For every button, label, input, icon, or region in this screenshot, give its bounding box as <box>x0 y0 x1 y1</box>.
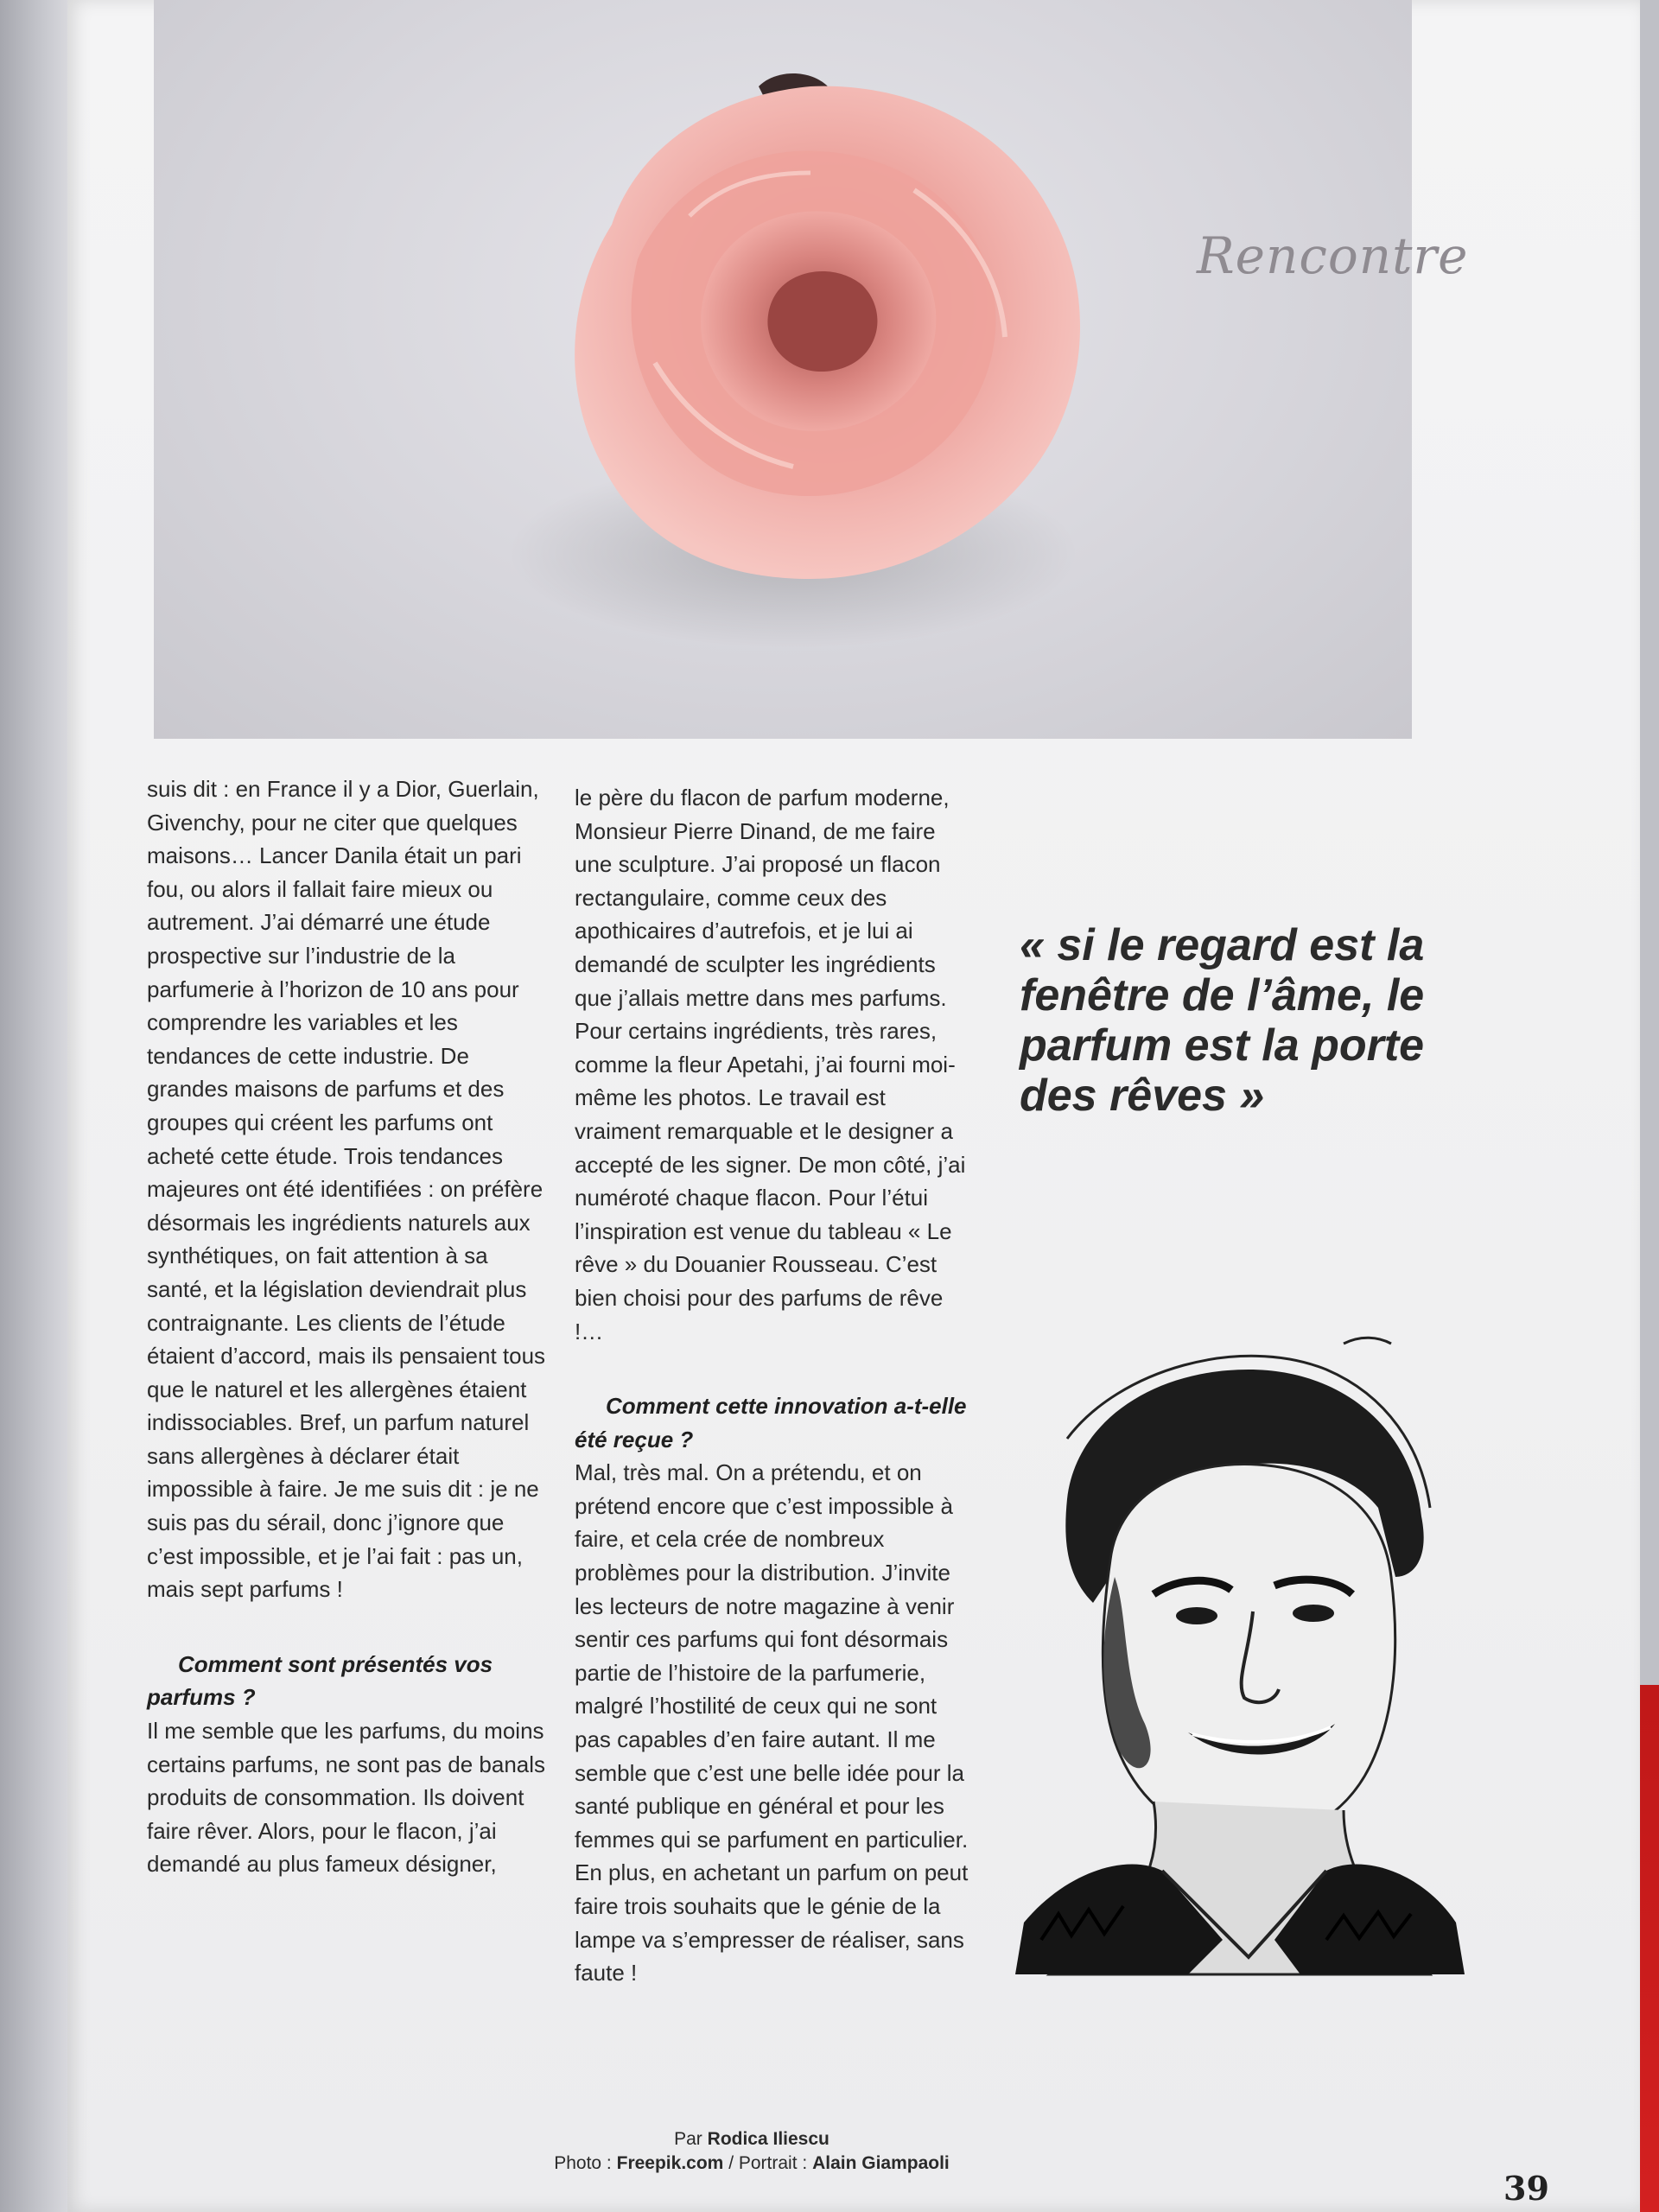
article-column-1 <box>147 772 553 1881</box>
section-label: Rencontre <box>1197 226 1469 285</box>
binding-edge <box>1640 1685 1659 2212</box>
portrait-prefix: / Portrait : <box>728 2153 808 2173</box>
portrait-sketch <box>1015 1318 1465 1974</box>
portrait-illustration <box>1015 1318 1465 1974</box>
interview-question: Comment sont présentés vos parfums ? <box>147 1650 493 1711</box>
author-credit <box>484 2127 1020 2152</box>
rose-center <box>767 271 877 372</box>
body-paragraph: le père du flacon de parfum moderne, Monsieur Pierre Dinand, de me faire une sculpture. J’ai proposé un flacon rectangulaire, comme ceux des apothicaires d’autrefois, et je lui ai demandé de sculpter les ingrédients que j’allais mettre dans mes parfums. Pour certains ingrédients, très rares, comme la fleur Apetahi, j’ai fourni moi-même les photos. Le travail est vraiment remarquable et le designer a accepté de les signer. De mon côté, j’ai numéroté chaque flacon. Pour l’étui l’inspiration est venue du tableau « Le rêve » du Douanier Rousseau. C’est bien choisi pour des parfums de rêve !… <box>575 785 966 1344</box>
article-credits <box>484 2127 1020 2176</box>
pull-quote: « si le regard est la fenêtre de l’âme, le parfum est la porte des rêves » <box>1020 920 1425 1121</box>
author-name: Rodica Iliescu <box>707 2129 830 2149</box>
body-paragraph: Mal, très mal. On a prétendu, et on prétend encore que c’est impossible à faire, et cela crée de nombreux problèmes pour la distribution. J’invite les lecteurs de notre magazine à venir sentir ces parfums qui font désormais partie de l’histoire de la parfumerie, malgré l’hostilité de ceux qui ne sont pas capables d’en faire autant. Il me semble que c’est une belle idée pour la santé publique en général et pour les femmes qui se parfument en particulier. En plus, en achetant un parfum on peut faire trois souhaits que le génie de la lampe va s’empresser de réaliser, sans faute ! <box>575 1459 969 1986</box>
left-eye <box>1176 1607 1217 1624</box>
rose-illustration <box>154 0 1412 739</box>
magazine-spine <box>0 0 69 2212</box>
photo-source: Freepik.com <box>616 2153 724 2173</box>
photo-credit <box>484 2152 1020 2176</box>
article-column-2 <box>575 781 972 1990</box>
interview-question: Comment cette innovation a-t-elle été reçue ? <box>575 1393 967 1452</box>
body-paragraph: Il me semble que les parfums, du moins certains parfums, ne sont pas de banals produits de consommation. Ils doivent faire rêver. Alors, pour le flacon, j’ai demandé au plus fameux désigner, <box>147 1718 546 1878</box>
author-prefix: Par <box>674 2129 702 2149</box>
header-photo <box>154 0 1469 739</box>
sketch-stroke <box>1344 1338 1391 1344</box>
body-paragraph: suis dit : en France il y a Dior, Guerlain, Givenchy, pour ne citer que quelques maisons… Lancer Danila était un pari fou, ou alors il fallait faire mieux ou autrement. J’ai démarré une étude prospective sur l’industrie de la parfumerie à l’horizon de 10 ans pour comprendre les variables et les tendances de cette industrie. De grandes maisons de parfums et des groupes qui créent les parfums ont acheté cette étude. Trois tendances majeures ont été identifiées : on préfère désormais les ingrédients naturels aux synthétiques, on fait attention à sa santé, et la législation deviendrait plus contraignante. Les clients de l’étude étaient d’accord, mais ils pensaient tous que le naturel et les allergènes étaient indissociables. Bref, un parfum naturel sans allergènes à déclarer était impossible à faire. Je me suis dit : je ne suis pas du sérail, donc j’ignore que c’est impossible, et je l’ai fait : pas un, mais sept parfums ! <box>147 776 546 1603</box>
portrait-artist: Alain Giampaoli <box>812 2153 950 2173</box>
page-number: 39 <box>1503 2169 1549 2208</box>
face <box>1103 1465 1395 1841</box>
photo-prefix: Photo : <box>554 2153 612 2173</box>
right-eye <box>1293 1605 1334 1622</box>
